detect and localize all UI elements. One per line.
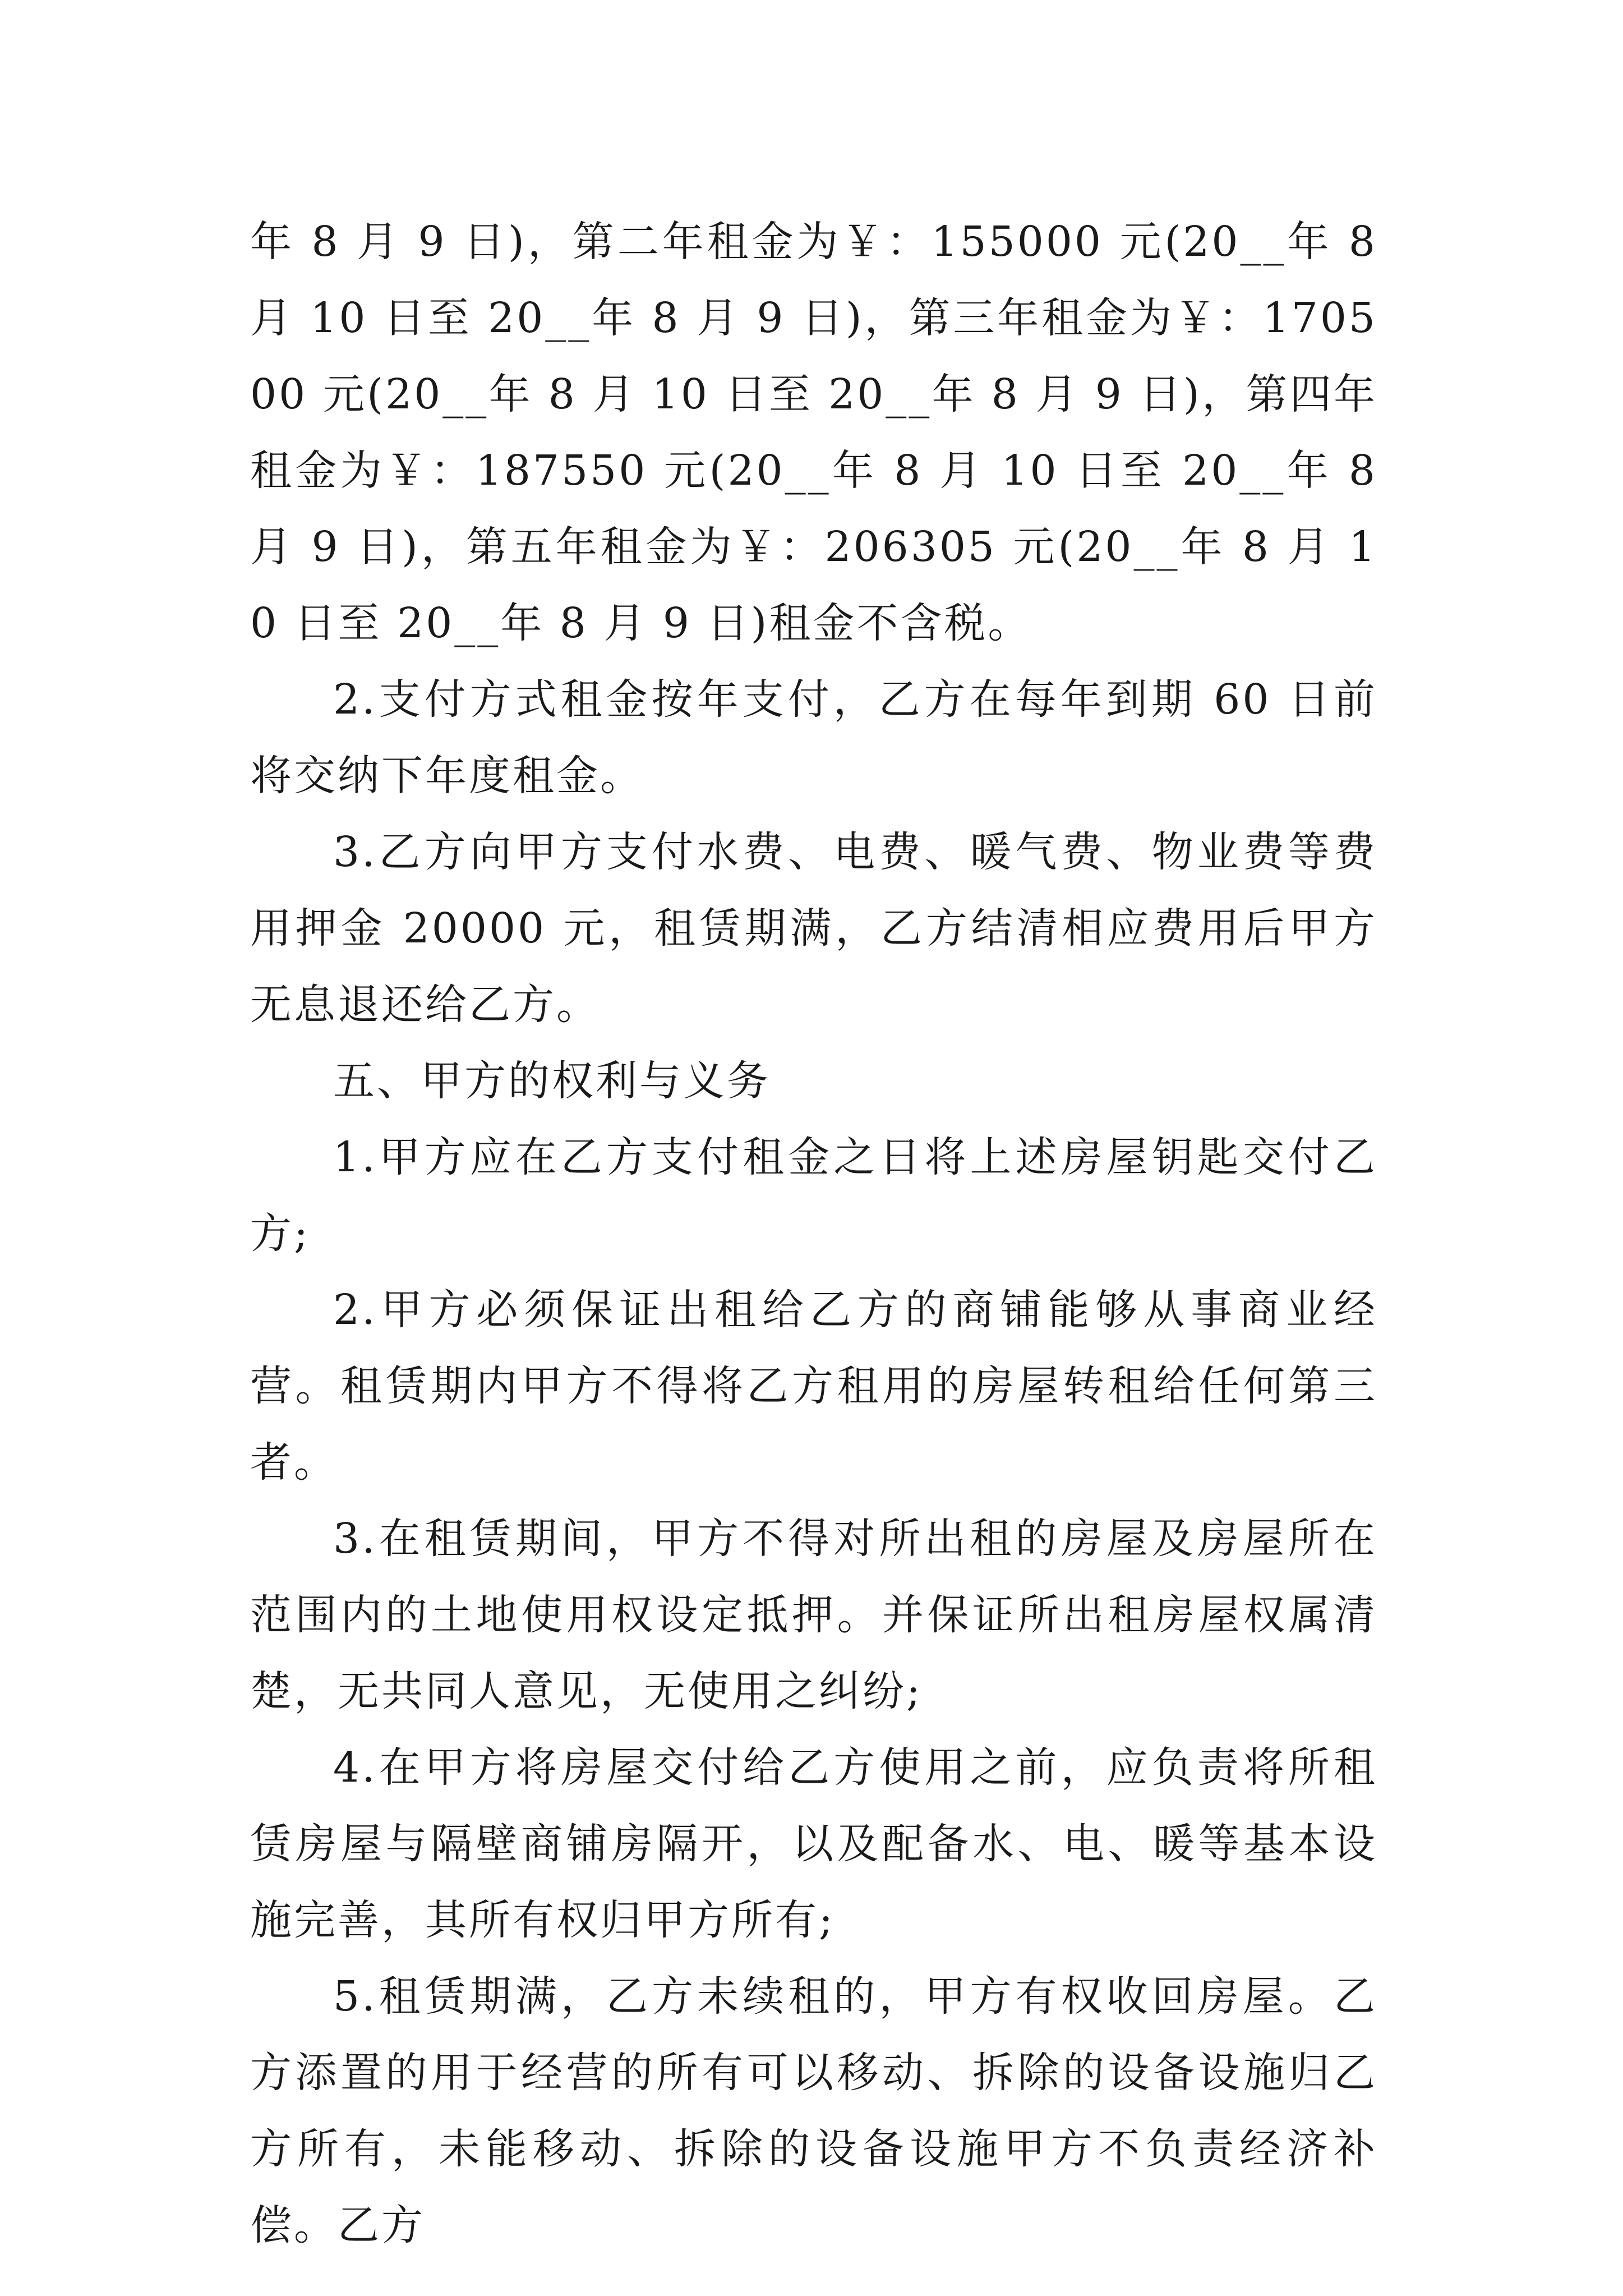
section-heading-party-a-rights: 五、甲方的权利与义务	[333, 1057, 771, 1105]
paragraph-business-guarantee: 2.甲方必须保证出租给乙方的商铺能够从事商业经营。租赁期内甲方不得将乙方租用的房屋转租给任何第三者。	[250, 1286, 1377, 1487]
paragraph-key-handover: 1.甲方应在乙方支付租金之日将上述房屋钥匙交付乙方;	[250, 1133, 1377, 1258]
paragraph-deposit: 3.乙方向甲方支付水费、电费、暖气费、物业费等费用押金 20000 元，租赁期满，乙方结清相应费用后甲方无息退还给乙方。	[250, 828, 1377, 1029]
paragraph-facilities: 4.在甲方将房屋交付给乙方使用之前，应负责将所租赁房屋与隔壁商铺房隔开，以及配备水、电、暖等基本设施完善，其所有权归甲方所有;	[250, 1743, 1377, 1944]
paragraph-no-mortgage: 3.在租赁期间，甲方不得对所出租的房屋及房屋所在范围内的土地使用权设定抵押。并保证所出租房屋权属清楚，无共同人意见，无使用之纠纷;	[250, 1515, 1377, 1715]
paragraph-rent-schedule: 年 8 月 9 日)，第二年租金为￥：155000 元(20__年 8 月 10 日至 20__年 8 月 9 日)，第三年租金为￥：170500 元(20__年 8 月 10 日至 20__年 8 月 9 日)，第四年租金为￥：187550 元(20__年 8 月 10 日至 20__年 8 月 9 日)，第五年租金为￥：206305 元(20__年 8 月 10 日至 20__年 8 月 9 日)租金不含税。	[250, 218, 1377, 647]
paragraph-payment-method: 2.支付方式租金按年支付，乙方在每年到期 60 日前将交纳下年度租金。	[250, 675, 1377, 800]
paragraph-lease-expiry: 5.租赁期满，乙方未续租的，甲方有权收回房屋。乙方添置的用于经营的所有可以移动、拆除的设备设施归乙方所有，未能移动、拆除的设备设施甲方不负责经济补偿。乙方	[250, 1972, 1377, 2249]
document-body	[250, 204, 1377, 2263]
